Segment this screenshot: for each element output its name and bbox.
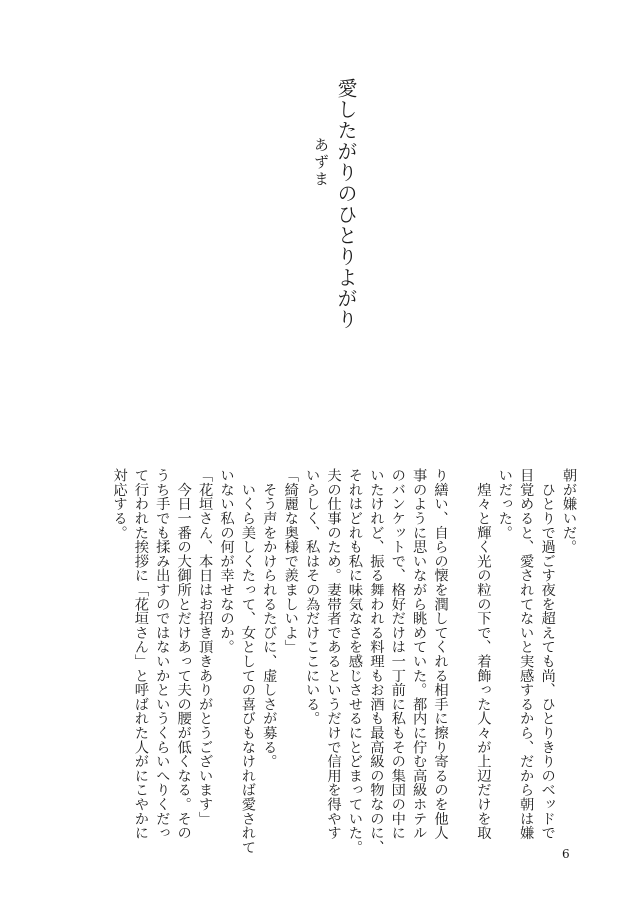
text-line: うち手でも揉み出すのではないかというくらいへりくだっ <box>154 468 171 840</box>
text-line: 目覚めると、愛されてないと実感するから、だから朝は嫌 <box>518 468 535 840</box>
text-line: 「綺麗な奥様で羨ましいよ」 <box>282 468 299 654</box>
text-line: り繕い、自らの懐を潤してくれる相手に擦り寄るのを他人 <box>432 468 449 840</box>
story-title: 愛したがりのひとりよがり <box>334 78 358 330</box>
text-line: ひとりで過ごす夜を超えても尚、ひとりきりのベッドで <box>539 468 556 840</box>
text-line: 今日一番の大御所とだけあって夫の腰が低くなる。その <box>175 468 192 840</box>
text-line: いない私の何が幸せなのか。 <box>218 468 235 654</box>
text-line: 朝が嫌いだ。 <box>561 468 577 554</box>
page-number: 6 <box>562 847 570 861</box>
text-line: 夫の仕事のため。妻帯者であるというだけで信用を得やす <box>325 468 342 840</box>
text-line: 「花垣さん、本日はお招き頂きありがとうございます」 <box>197 468 214 826</box>
text-line: 煌々と輝く光の粒の下で、着飾った人々が上辺だけを取 <box>475 468 492 840</box>
text-line: そう声をかけられるたびに、虚しさが募る。 <box>261 468 278 769</box>
text-line: それはどれも私に味気なさを感じさせるにとどまっていた。 <box>346 468 363 855</box>
text-line: 事のように思いながら眺めていた。都内に佇む高級ホテル <box>411 468 428 840</box>
text-line: いらしく、私はその為だけここにいる。 <box>304 468 321 726</box>
text-line: いだった。 <box>496 468 513 540</box>
text-line: いたけれど、振る舞われる料理もお酒も最高級の物なのに、 <box>368 468 385 855</box>
text-line: いくら美しくたって、女としての喜びもなければ愛されて <box>239 468 256 855</box>
text-line: 対応する。 <box>111 468 128 540</box>
body-text <box>108 468 579 855</box>
author-name: あずま <box>312 137 330 188</box>
text-line: て行われた挨拶に「花垣さん」と呼ばれた人がにこやかに <box>132 468 149 840</box>
text-line: のバンケットで、格好だけは一丁前に私もその集団の中に <box>389 468 406 840</box>
